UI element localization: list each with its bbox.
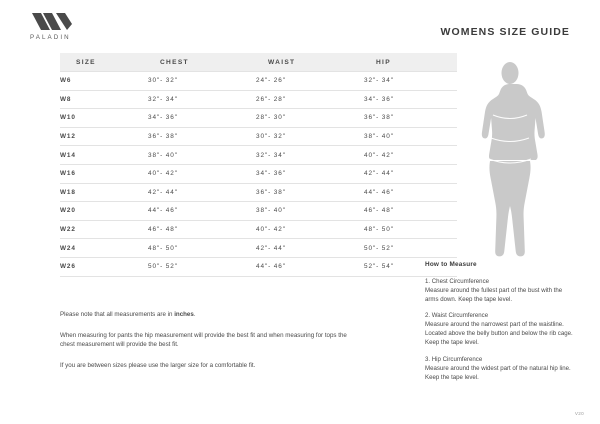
sizing-notes — [60, 310, 360, 381]
note-between-sizes: If you are between sizes please use the larger size for a comfortable fit. — [60, 361, 256, 369]
table-row — [60, 202, 457, 221]
cell-size: W6 — [60, 72, 148, 91]
cell-waist: 26"- 28" — [256, 90, 364, 109]
cell-size: W10 — [60, 109, 148, 128]
table-row — [60, 90, 457, 109]
cell-size: W14 — [60, 146, 148, 165]
cell-waist: 36"- 38" — [256, 183, 364, 202]
cell-size: W22 — [60, 220, 148, 239]
cell-chest: 34"- 36" — [148, 109, 256, 128]
cell-waist: 28"- 30" — [256, 109, 364, 128]
column-header-size: SIZE — [60, 53, 148, 72]
cell-waist: 30"- 32" — [256, 127, 364, 146]
document-version: V20 — [574, 411, 584, 416]
cell-waist: 24"- 26" — [256, 72, 364, 91]
cell-chest: 46"- 48" — [148, 220, 256, 239]
cell-hip: 32"- 34" — [364, 72, 457, 91]
cell-hip: 40"- 42" — [364, 146, 457, 165]
body-figure — [455, 60, 565, 270]
cell-size: W16 — [60, 164, 148, 183]
size-table — [60, 53, 457, 277]
cell-chest: 36"- 38" — [148, 127, 256, 146]
cell-size: W18 — [60, 183, 148, 202]
cell-hip: 34"- 36" — [364, 90, 457, 109]
cell-hip: 52"- 54" — [364, 257, 457, 276]
cell-size: W20 — [60, 202, 148, 221]
size-table-container — [60, 53, 405, 277]
note-1-bold: inches — [174, 311, 194, 318]
table-header-row — [60, 53, 457, 72]
brand-name: PALADIN — [30, 34, 71, 41]
table-head — [60, 53, 457, 72]
measure-step-waist — [425, 311, 575, 348]
table-row — [60, 127, 457, 146]
cell-waist: 34"- 36" — [256, 164, 364, 183]
cell-hip: 42"- 44" — [364, 164, 457, 183]
cell-waist: 44"- 46" — [256, 257, 364, 276]
cell-size: W26 — [60, 257, 148, 276]
measure-step-waist-body: Measure around the narrowest part of the waistline. Located above the belly button and below the rib cage. Keep the tape level. — [425, 321, 573, 347]
measure-step-hip — [425, 355, 575, 382]
table-row — [60, 257, 457, 276]
page-header — [0, 0, 600, 48]
measure-step-chest-title: 1. Chest Circumference — [425, 277, 490, 285]
note-fit-guidance: When measuring for pants the hip measurement will provide the best fit and when measuring for tops the chest measurement will provide the best fit. — [60, 331, 347, 349]
cell-size: W24 — [60, 239, 148, 258]
cell-hip: 48"- 50" — [364, 220, 457, 239]
column-header-hip: HIP — [364, 53, 457, 72]
note-1-pre: Please note that all measurements are in — [60, 311, 175, 318]
cell-hip: 36"- 38" — [364, 109, 457, 128]
cell-waist: 40"- 42" — [256, 220, 364, 239]
table-row — [60, 146, 457, 165]
table-row — [60, 220, 457, 239]
table-row — [60, 164, 457, 183]
cell-chest: 50"- 52" — [148, 257, 256, 276]
table-row — [60, 183, 457, 202]
measure-step-hip-body: Measure around the widest part of the natural hip line. Keep the tape level. — [425, 364, 571, 381]
female-body-silhouette-icon — [455, 60, 565, 270]
cell-chest: 48"- 50" — [148, 239, 256, 258]
brand-logo — [30, 12, 120, 41]
table-row — [60, 239, 457, 258]
cell-waist: 42"- 44" — [256, 239, 364, 258]
note-1-post: . — [193, 311, 196, 318]
cell-hip: 50"- 52" — [364, 239, 457, 258]
measure-step-hip-title: 3. Hip Circumference — [425, 355, 483, 363]
paladin-chevrons-logo-icon — [30, 12, 74, 31]
measure-step-waist-title: 2. Waist Circumference — [425, 312, 489, 320]
note-measurements-unit — [60, 310, 360, 320]
cell-chest: 38"- 40" — [148, 146, 256, 165]
measure-step-chest — [425, 277, 575, 304]
cell-size: W12 — [60, 127, 148, 146]
cell-chest: 42"- 44" — [148, 183, 256, 202]
measure-step-chest-body: Measure around the fullest part of the bust with the arms down. Keep the tape level. — [425, 286, 563, 303]
cell-hip: 38"- 40" — [364, 127, 457, 146]
cell-hip: 44"- 46" — [364, 183, 457, 202]
how-to-measure-section — [425, 260, 575, 389]
how-to-measure-heading: How to Measure — [425, 261, 477, 268]
cell-waist: 32"- 34" — [256, 146, 364, 165]
column-header-chest: CHEST — [148, 53, 256, 72]
cell-chest: 30"- 32" — [148, 72, 256, 91]
cell-chest: 32"- 34" — [148, 90, 256, 109]
column-header-waist: WAIST — [256, 53, 364, 72]
table-body — [60, 72, 457, 277]
cell-hip: 46"- 48" — [364, 202, 457, 221]
cell-waist: 38"- 40" — [256, 202, 364, 221]
cell-chest: 40"- 42" — [148, 164, 256, 183]
cell-chest: 44"- 46" — [148, 202, 256, 221]
table-row — [60, 72, 457, 91]
page-title: WOMENS SIZE GUIDE — [440, 26, 570, 38]
cell-size: W8 — [60, 90, 148, 109]
table-row — [60, 109, 457, 128]
